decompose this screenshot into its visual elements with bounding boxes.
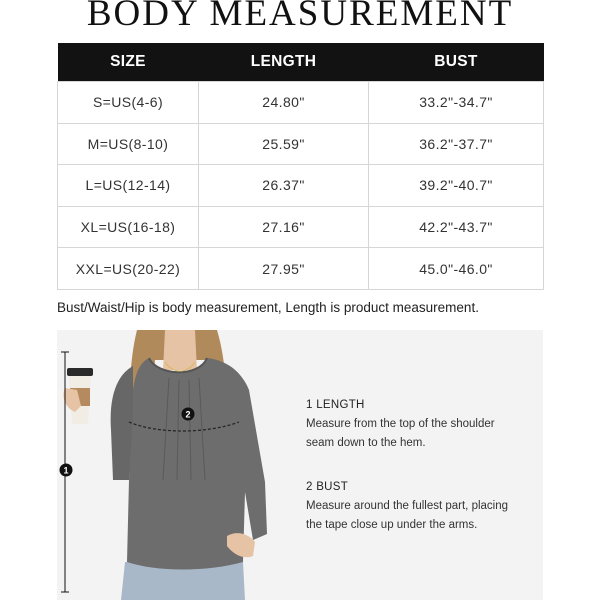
measurement-guide-panel	[57, 330, 543, 600]
length-badge-label: 1	[63, 465, 69, 476]
size-cell: XXL=US(20-22)	[58, 248, 199, 290]
size-table	[57, 43, 544, 290]
bust-cell: 42.2"-43.7"	[369, 206, 544, 248]
table-header-row	[58, 43, 544, 82]
size-cell: XL=US(16-18)	[58, 206, 199, 248]
page-title: BODY MEASUREMENT	[86, 0, 514, 34]
length-column-header: LENGTH	[199, 43, 369, 82]
length-cell: 27.16"	[199, 206, 369, 248]
size-cell: L=US(12-14)	[58, 165, 199, 207]
model-illustration	[57, 330, 297, 600]
model-left-sleeve	[111, 366, 133, 480]
table-row	[58, 165, 544, 207]
length-heading: 1 LENGTH	[306, 399, 365, 411]
length-instruction-line: Measure from the top of the shoulder	[306, 418, 495, 430]
bust-cell: 45.0"-46.0"	[369, 248, 544, 290]
size-cell: S=US(4-6)	[58, 82, 199, 124]
length-cell: 26.37"	[199, 165, 369, 207]
measurement-note: Bust/Waist/Hip is body measurement, Length is product measurement.	[57, 300, 479, 315]
bust-instruction-line: Measure around the fullest part, placing	[306, 500, 509, 512]
bust-cell: 33.2"-34.7"	[369, 82, 544, 124]
bust-description	[306, 478, 508, 535]
table-row	[58, 248, 544, 290]
table-row	[58, 206, 544, 248]
bust-column-header: BUST	[369, 43, 544, 82]
bust-badge-label: 2	[185, 409, 191, 420]
size-column-header: SIZE	[58, 43, 199, 82]
table-row	[58, 123, 544, 165]
bust-cell: 39.2"-40.7"	[369, 165, 544, 207]
length-instruction-line: seam down to the hem.	[306, 437, 426, 449]
size-chart	[57, 43, 543, 290]
length-cell: 24.80"	[199, 82, 369, 124]
bust-instruction-line: the tape close up under the arms.	[306, 519, 478, 531]
length-description	[306, 396, 495, 453]
size-cell: M=US(8-10)	[58, 123, 199, 165]
model-neck	[163, 330, 197, 370]
bust-heading: 2 BUST	[306, 481, 349, 493]
length-cell: 27.95"	[199, 248, 369, 290]
length-cell: 25.59"	[199, 123, 369, 165]
table-row	[58, 82, 544, 124]
bust-cell: 36.2"-37.7"	[369, 123, 544, 165]
